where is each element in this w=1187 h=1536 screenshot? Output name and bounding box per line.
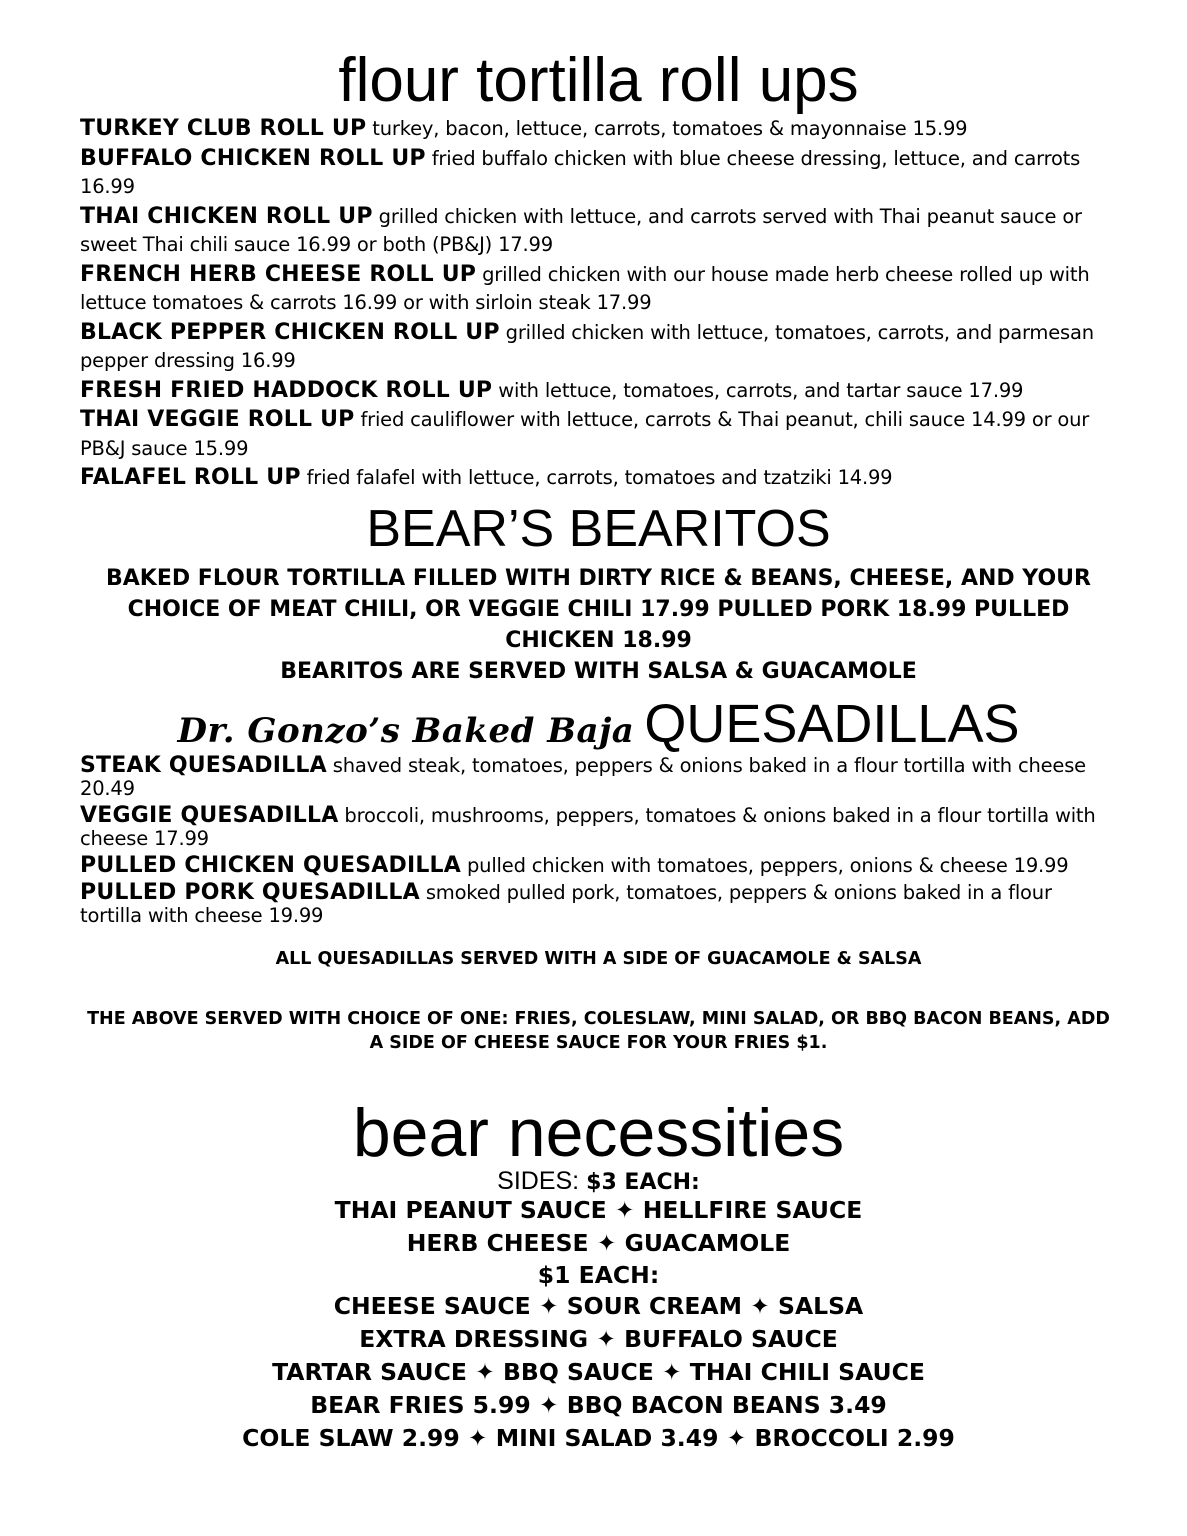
item-name: BLACK PEPPER CHICKEN ROLL UP: [80, 319, 500, 345]
menu-item: [80, 319, 1117, 376]
item-name: PULLED CHICKEN QUESADILLA: [80, 852, 461, 878]
item-name: FRESH FRIED HADDOCK ROLL UP: [80, 377, 493, 403]
item-desc: with lettuce, tomatoes, carrots, and tartar sauce 17.99: [492, 378, 1024, 402]
sides-header: [80, 1166, 1117, 1195]
item-name: TURKEY CLUB ROLL UP: [80, 116, 367, 141]
rollups-title: flour tortilla roll ups: [338, 46, 859, 115]
item-desc: fried falafel with lettuce, carrots, tomatoes and tzatziki 14.99: [300, 466, 893, 489]
item-name: BUFFALO CHICKEN ROLL UP: [80, 145, 426, 171]
menu-item: [80, 854, 1117, 877]
item-desc: grilled chicken with lettuce, tomatoes, carrots, and parmesan pepper dressing 16.99: [80, 320, 1094, 372]
sides-line: TARTAR SAUCE ✦ BBQ SAUCE ✦ THAI CHILI SAUCE: [272, 1357, 925, 1386]
menu-item: [80, 261, 1117, 318]
one-each-label: $1 EACH:: [537, 1260, 660, 1289]
necessities-title: bear necessities: [352, 1094, 845, 1171]
sides-line: CHEESE SAUCE ✦ SOUR CREAM ✦ SALSA: [333, 1291, 864, 1320]
bearitos-title: BEAR’S BEARITOS: [366, 499, 831, 558]
served-with-note: THE ABOVE SERVED WITH CHOICE OF ONE: FRIES, COLESLAW, MINI SALAD, OR BBQ BACON BEANS, ADD A SIDE OF CHEESE SAUCE FOR YOUR FRIES $1.: [87, 1008, 1110, 1053]
sides-line: COLE SLAW 2.99 ✦ MINI SALAD 3.49 ✦ BROCCOLI 2.99: [242, 1423, 955, 1452]
item-name: STEAK QUESADILLA: [80, 752, 327, 778]
item-desc: fried cauliflower with lettuce, carrots & Thai peanut, chili sauce 14.99 or our PB&J sauce 15.99: [80, 408, 1090, 460]
menu-item: [80, 406, 1117, 463]
quesadillas-list: [80, 754, 1117, 927]
sides-line: EXTRA DRESSING ✦ BUFFALO SAUCE: [359, 1324, 838, 1353]
quesadillas-note: ALL QUESADILLAS SERVED WITH A SIDE OF GUACAMOLE & SALSA: [275, 948, 922, 969]
item-desc: pulled chicken with tomatoes, peppers, onions & cheese 19.99: [461, 853, 1069, 877]
item-desc: turkey, bacon, lettuce, carrots, tomatoes & mayonnaise 15.99: [366, 117, 968, 140]
quesadillas-title: [80, 693, 1117, 754]
item-name: VEGGIE QUESADILLA: [80, 802, 339, 828]
menu-item: [80, 754, 1117, 800]
menu-item: [80, 804, 1117, 850]
item-desc: smoked pulled pork, tomatoes, peppers & onions baked in a flour tortilla with cheese 19.99: [80, 880, 1052, 927]
menu-item: [80, 881, 1117, 927]
item-desc: fried buffalo chicken with blue cheese dressing, lettuce, and carrots 16.99: [80, 146, 1081, 198]
quesadillas-title-main: QUESADILLAS: [644, 693, 1020, 754]
item-name: FRENCH HERB CHEESE ROLL UP: [80, 261, 477, 287]
item-name: THAI CHICKEN ROLL UP: [80, 203, 373, 229]
sides-line: HERB CHEESE ✦ GUACAMOLE: [406, 1228, 791, 1257]
rollups-list: [80, 115, 1117, 493]
sides-line: THAI PEANUT SAUCE ✦ HELLFIRE SAUCE: [334, 1195, 863, 1224]
item-desc: grilled chicken with our house made herb cheese rolled up with lettuce tomatoes & carrots 16.99 or with sirloin steak 17.99: [80, 262, 1090, 314]
item-name: FALAFEL ROLL UP: [80, 465, 301, 490]
menu-item: [80, 115, 1117, 144]
sides-line: BEAR FRIES 5.99 ✦ BBQ BACON BEANS 3.49: [310, 1390, 887, 1419]
menu-item: [80, 464, 1117, 493]
item-desc: grilled chicken with lettuce, and carrots served with Thai peanut sauce or sweet Thai chili sauce 16.99 or both (PB&J) 17.99: [80, 204, 1082, 256]
quesadillas-title-script: Dr. Gonzo’s Baked Baja: [177, 710, 635, 751]
item-name: THAI VEGGIE ROLL UP: [80, 407, 355, 432]
three-each-label: $3 EACH:: [586, 1169, 700, 1195]
menu-item: [80, 377, 1117, 406]
bearitos-description: BAKED FLOUR TORTILLA FILLED WITH DIRTY RICE & BEANS, CHEESE, AND YOUR CHOICE OF MEAT CHILI, OR VEGGIE CHILI 17.99 PULLED PORK 18.99 PULLED CHICKEN 18.99: [106, 565, 1091, 653]
menu-item: [80, 145, 1117, 202]
menu-item: [80, 203, 1117, 260]
item-desc: shaved steak, tomatoes, peppers & onions baked in a flour tortilla with cheese 20.49: [80, 753, 1086, 800]
bearitos-note: BEARITOS ARE SERVED WITH SALSA & GUACAMOLE: [280, 658, 917, 684]
item-name: PULLED PORK QUESADILLA: [80, 879, 420, 905]
item-desc: broccoli, mushrooms, peppers, tomatoes & onions baked in a flour tortilla with cheese 17.99: [80, 803, 1096, 850]
sides-label: SIDES:: [497, 1166, 580, 1195]
